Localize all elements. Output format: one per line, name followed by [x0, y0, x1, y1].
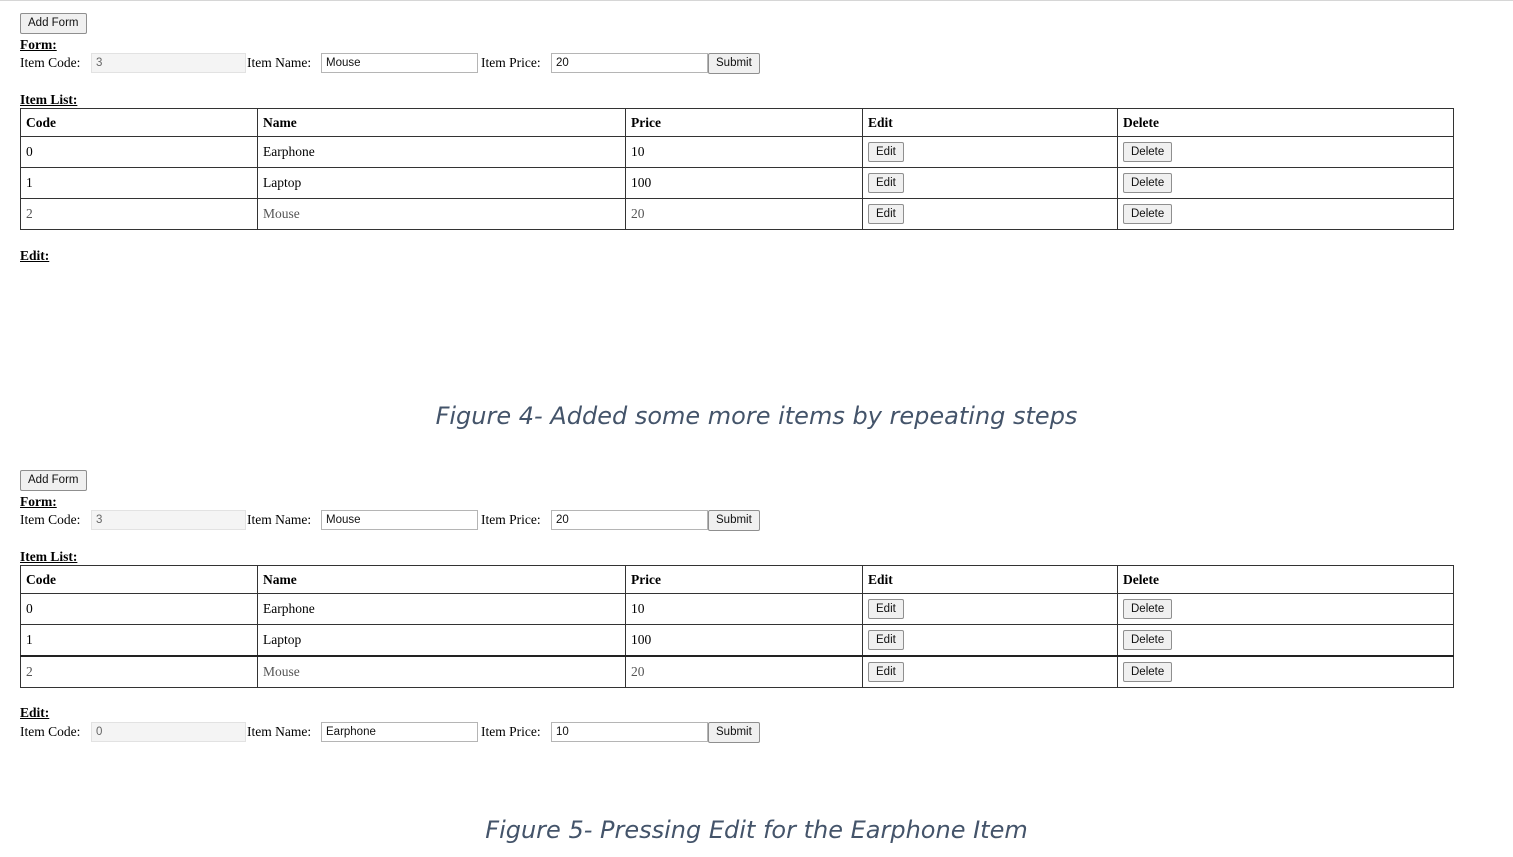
item-table [20, 108, 1454, 230]
delete-button[interactable]: Delete [1123, 599, 1172, 619]
header-code: Code [21, 566, 258, 594]
header-price: Price [626, 109, 863, 137]
item-price-input[interactable] [551, 510, 708, 530]
delete-button[interactable]: Delete [1123, 204, 1172, 224]
edit-submit-button[interactable]: Submit [708, 722, 760, 743]
cell-price: 20 [626, 199, 863, 230]
table-row [21, 656, 1454, 688]
cell-name: Laptop [258, 625, 626, 657]
edit-item-code-label: Item Code: [20, 724, 81, 739]
item-price-label: Item Price: [481, 512, 541, 527]
edit-item-price-input[interactable] [551, 722, 708, 742]
add-item-form [20, 510, 780, 531]
cell-delete [1118, 625, 1454, 657]
cell-price: 20 [626, 656, 863, 688]
edit-button[interactable]: Edit [868, 142, 904, 162]
cell-name: Earphone [258, 594, 626, 625]
delete-button[interactable]: Delete [1123, 142, 1172, 162]
header-name: Name [258, 566, 626, 594]
add-form-button[interactable]: Add Form [20, 470, 87, 491]
cell-name: Mouse [258, 656, 626, 688]
cell-name: Earphone [258, 137, 626, 168]
cell-edit [863, 625, 1118, 657]
cell-price: 10 [626, 137, 863, 168]
edit-item-price-label: Item Price: [481, 724, 541, 739]
cell-code: 2 [21, 656, 258, 688]
table-row [21, 199, 1454, 230]
table-row [21, 625, 1454, 657]
add-form-button[interactable]: Add Form [20, 13, 87, 34]
form-heading: Form: [20, 494, 57, 509]
edit-button[interactable]: Edit [868, 630, 904, 650]
item-name-label: Item Name: [247, 55, 312, 70]
item-price-label: Item Price: [481, 55, 541, 70]
edit-button[interactable]: Edit [868, 204, 904, 224]
cell-edit [863, 168, 1118, 199]
header-delete: Delete [1118, 566, 1454, 594]
cell-edit [863, 594, 1118, 625]
edit-item-name-input[interactable] [321, 722, 478, 742]
submit-button[interactable]: Submit [708, 53, 760, 74]
table-row [21, 137, 1454, 168]
figure-4-screenshot [20, 13, 1454, 273]
item-name-input[interactable] [321, 53, 478, 73]
item-code-label: Item Code: [20, 55, 81, 70]
item-code-input[interactable] [91, 53, 246, 73]
delete-button[interactable]: Delete [1123, 173, 1172, 193]
cell-delete [1118, 137, 1454, 168]
header-price: Price [626, 566, 863, 594]
item-list-heading: Item List: [20, 549, 78, 564]
item-code-label: Item Code: [20, 512, 81, 527]
item-name-input[interactable] [321, 510, 478, 530]
delete-button[interactable]: Delete [1123, 630, 1172, 650]
item-name-label: Item Name: [247, 512, 312, 527]
item-code-input[interactable] [91, 510, 246, 530]
cell-code: 0 [21, 594, 258, 625]
cell-name: Mouse [258, 199, 626, 230]
cell-edit [863, 656, 1118, 688]
cell-code: 1 [21, 625, 258, 657]
header-delete: Delete [1118, 109, 1454, 137]
edit-heading: Edit: [20, 705, 50, 720]
edit-item-code-input[interactable] [91, 722, 246, 742]
header-code: Code [21, 109, 258, 137]
item-price-input[interactable] [551, 53, 708, 73]
cell-delete [1118, 656, 1454, 688]
edit-button[interactable]: Edit [868, 173, 904, 193]
cell-price: 100 [626, 168, 863, 199]
edit-heading: Edit: [20, 248, 50, 263]
cell-delete [1118, 168, 1454, 199]
edit-button[interactable]: Edit [868, 662, 904, 682]
cell-name: Laptop [258, 168, 626, 199]
cell-price: 10 [626, 594, 863, 625]
edit-item-name-label: Item Name: [247, 724, 312, 739]
header-edit: Edit [863, 109, 1118, 137]
edit-item-form [20, 722, 780, 743]
delete-button[interactable]: Delete [1123, 662, 1172, 682]
submit-button[interactable]: Submit [708, 510, 760, 531]
figure-5-caption: Figure 5- Pressing Edit for the Earphone Item [485, 816, 1028, 844]
header-edit: Edit [863, 566, 1118, 594]
figure-5-screenshot [20, 470, 1454, 750]
cell-edit [863, 199, 1118, 230]
item-list-heading: Item List: [20, 92, 78, 107]
header-name: Name [258, 109, 626, 137]
cell-delete [1118, 199, 1454, 230]
table-row [21, 594, 1454, 625]
table-row [21, 168, 1454, 199]
cell-delete [1118, 594, 1454, 625]
form-heading: Form: [20, 37, 57, 52]
cell-code: 0 [21, 137, 258, 168]
table-header-row [21, 109, 1454, 137]
edit-button[interactable]: Edit [868, 599, 904, 619]
cell-price: 100 [626, 625, 863, 657]
table-header-row [21, 566, 1454, 594]
add-item-form [20, 53, 780, 74]
item-table [20, 565, 1454, 688]
cell-code: 2 [21, 199, 258, 230]
cell-edit [863, 137, 1118, 168]
cell-code: 1 [21, 168, 258, 199]
figure-4-caption: Figure 4- Added some more items by repeating steps [435, 402, 1078, 430]
